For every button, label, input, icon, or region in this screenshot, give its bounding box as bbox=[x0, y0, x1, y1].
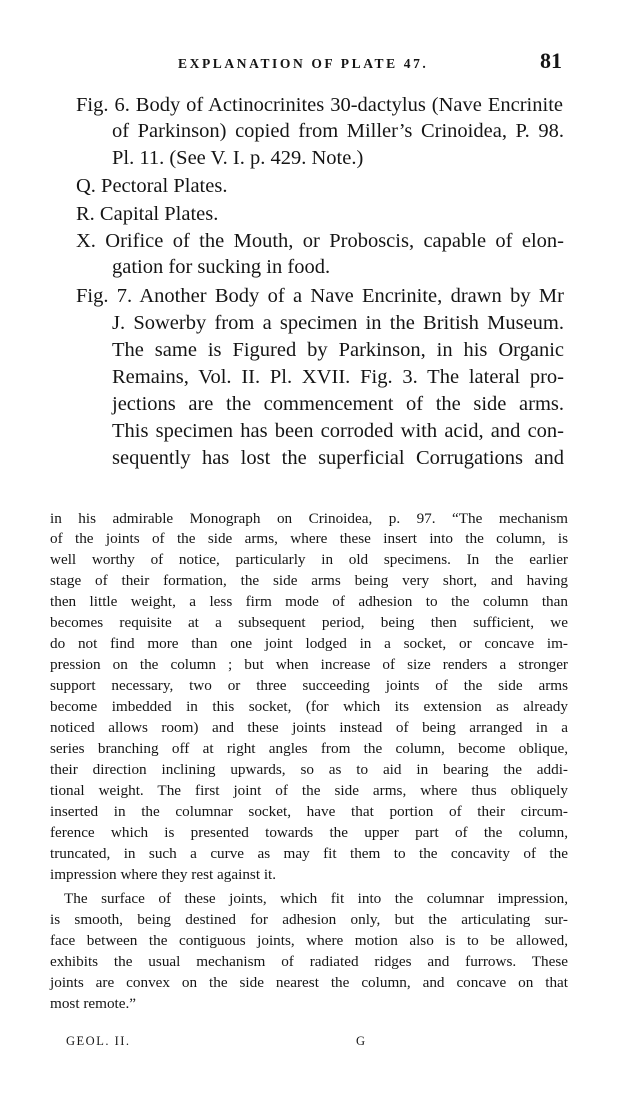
running-title: EXPLANATION OF PLATE 47. bbox=[178, 56, 429, 71]
footnote-line: ference which is presented towards the upper part of the column, bbox=[50, 824, 568, 841]
fig7-line-3: The same is Figured by Parkinson, in his Organic bbox=[112, 339, 564, 361]
footnote-line: noticed allows room) and these joints instead of being arranged in a bbox=[50, 719, 568, 736]
footnote-line: tional weight. The first joint of the side arms, where thus obliquely bbox=[50, 782, 568, 799]
gathering-mark: G bbox=[356, 1034, 366, 1048]
footnote-line: joints are convex on the side nearest the column, and concave on that bbox=[50, 974, 568, 991]
running-header bbox=[0, 48, 626, 78]
fig6-line-3: Pl. 11. (See V. I. p. 429. Note.) bbox=[112, 147, 364, 169]
footnote-line: do not find more than one joint lodged in a socket, or concave im- bbox=[50, 635, 568, 652]
footnote-line: impression where they rest against it. bbox=[50, 866, 277, 883]
fig6-line-1: Fig. 6. Body of Actinocrinites 30-dactylus (Nave Encrinite bbox=[76, 94, 563, 116]
signature-mark: GEOL. II. bbox=[66, 1034, 131, 1048]
footnote-line: support necessary, two or three succeeding joints of the side arms bbox=[50, 677, 568, 694]
page-number: 81 bbox=[540, 48, 562, 73]
fig7-line-6: This specimen has been corroded with acid, and con- bbox=[112, 420, 564, 442]
label-r: R. Capital Plates. bbox=[76, 203, 219, 225]
label-x-line-2: gation for sucking in food. bbox=[112, 256, 331, 278]
page-footer bbox=[0, 1028, 626, 1052]
footnote-line: stage of their formation, the side arms being very short, and having bbox=[50, 572, 568, 589]
footnote-line: truncated, in such a curve as may fit them to the concavity of the bbox=[50, 845, 568, 862]
footnote-line: then little weight, a less firm mode of adhesion to the column than bbox=[50, 593, 568, 610]
footnote-line: series branching off at right angles from the column, become oblique, bbox=[50, 740, 568, 757]
fig7-line-1: Fig. 7. Another Body of a Nave Encrinite, drawn by Mr bbox=[76, 285, 564, 307]
label-x-line-1: X. Orifice of the Mouth, or Proboscis, capable of elon- bbox=[76, 230, 564, 252]
footnote-line: of the joints of the side arms, where these insert into the column, is bbox=[50, 530, 568, 547]
footnote-line: exhibits the usual mechanism of radiated ridges and furrows. These bbox=[50, 953, 568, 970]
fig6-line-2: of Parkinson) copied from Miller’s Crinoidea, P. 98. bbox=[112, 120, 564, 142]
footnote-line: The surface of these joints, which fit into the columnar impression, bbox=[64, 890, 568, 907]
footnote-line: becomes requisite at a subsequent period, being then sufficient, we bbox=[50, 614, 568, 631]
fig7-line-4: Remains, Vol. II. Pl. XVII. Fig. 3. The lateral pro- bbox=[112, 366, 564, 388]
footnote-line: their direction inclining upwards, so as to aid in bearing the addi- bbox=[50, 761, 568, 778]
footnote-line: pression on the column ; but when increase of size renders a stronger bbox=[50, 656, 568, 673]
fig7-line-5: jections are the commencement of the side arms. bbox=[112, 393, 564, 415]
footnote-line: well worthy of notice, particularly in old specimens. In the earlier bbox=[50, 551, 568, 568]
footnote-line: most remote.” bbox=[50, 995, 137, 1012]
footnote-line: is smooth, being destined for adhesion only, but the articulating sur- bbox=[50, 911, 568, 928]
footnote-line: in his admirable Monograph on Crinoidea, p. 97. “The mechanism bbox=[50, 510, 568, 527]
fig7-line-7: sequently has lost the superficial Corrugations and bbox=[112, 447, 564, 469]
label-q: Q. Pectoral Plates. bbox=[76, 175, 228, 197]
fig7-line-2: J. Sowerby from a specimen in the British Museum. bbox=[112, 312, 564, 334]
footnote-line: become imbedded in this socket, (for which its extension as already bbox=[50, 698, 568, 715]
footnote-line: inserted in the columnar socket, have that portion of their circum- bbox=[50, 803, 568, 820]
footnote-line: face between the contiguous joints, where motion also is to be allowed, bbox=[50, 932, 568, 949]
